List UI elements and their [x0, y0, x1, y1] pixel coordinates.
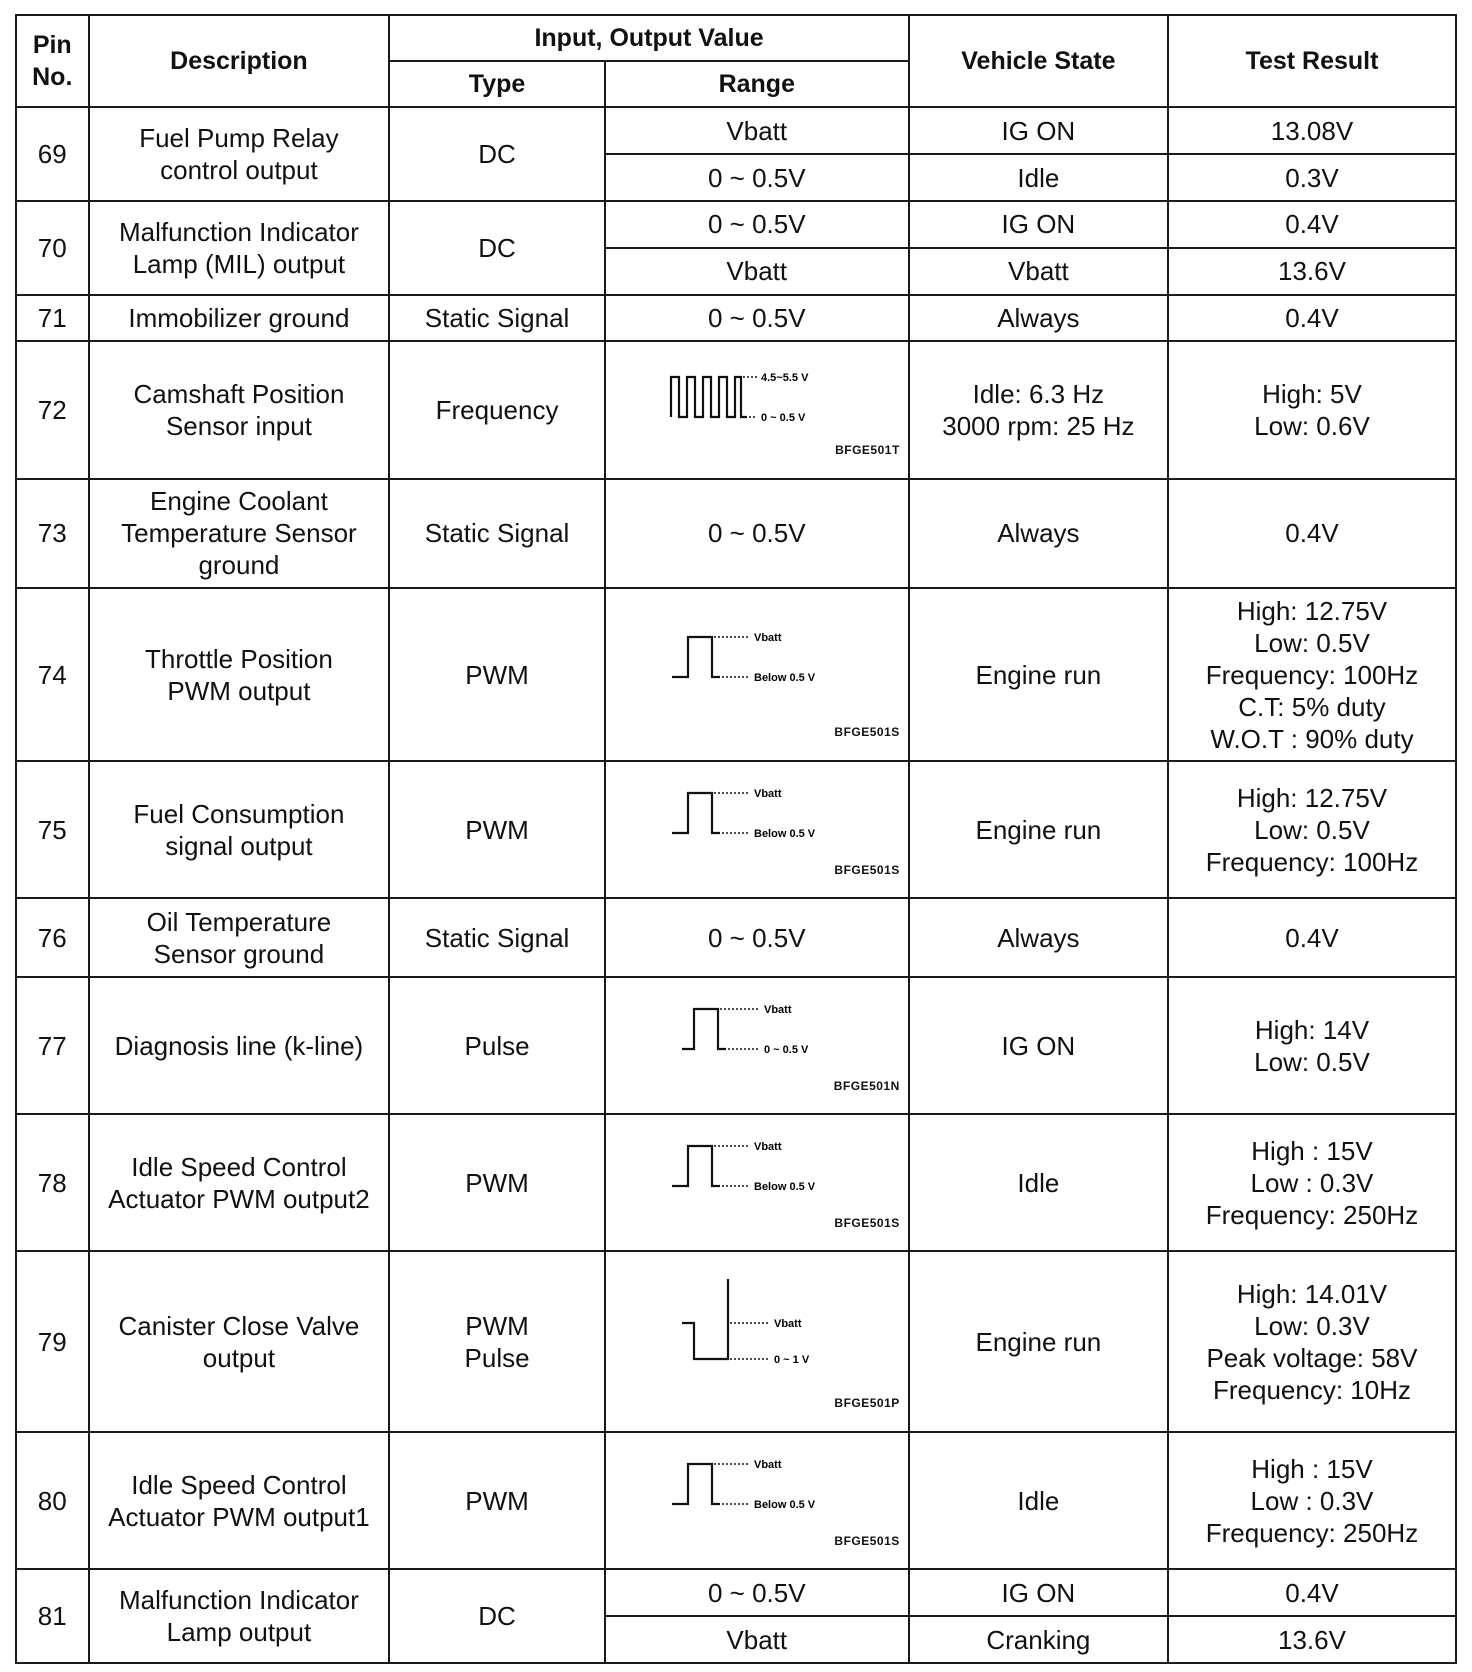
pin-range: 0 ~ 0.5V [605, 154, 909, 201]
table-row [16, 1251, 1456, 1432]
wave-low-label: 0 ~ 0.5 V [763, 1044, 809, 1057]
test-result: 0.4V [1168, 898, 1456, 977]
wave-high-label: Vbatt [773, 1317, 802, 1330]
wave-high-label: Vbatt [753, 788, 782, 801]
waveform-cell [605, 1432, 909, 1569]
pin-number: 78 [16, 1114, 89, 1251]
waveform-cell [605, 977, 909, 1114]
wave-low-label: Below 0.5 V [753, 1181, 815, 1194]
pin-description: Fuel Consumption signal output [89, 761, 390, 898]
pin-description: Malfunction Indicator Lamp output [89, 1569, 390, 1663]
waveform-cell [605, 761, 909, 898]
pin-type: PWM [389, 1432, 604, 1569]
waveform-cell [605, 341, 909, 478]
pin-description: Throttle Position PWM output [89, 588, 390, 761]
table-row [16, 201, 1456, 248]
wave-low-label: Below 0.5 V [753, 1499, 815, 1512]
wave-high-label: Vbatt [763, 1004, 792, 1017]
pin-description: Diagnosis line (k-line) [89, 977, 390, 1114]
pin-type: Static Signal [389, 479, 604, 589]
test-result: 0.4V [1168, 295, 1456, 342]
vehicle-state: Always [909, 479, 1168, 589]
header-description: Description [89, 15, 390, 107]
table-row [16, 479, 1456, 589]
pin-type: PWM Pulse [389, 1251, 604, 1432]
pin-number: 80 [16, 1432, 89, 1569]
vehicle-state: IG ON [909, 977, 1168, 1114]
waveform-cell [605, 588, 909, 761]
pulse-waveform [606, 1120, 908, 1245]
pin-type: DC [389, 107, 604, 201]
vehicle-state: Always [909, 295, 1168, 342]
pin-range: Vbatt [605, 107, 909, 154]
vehicle-state: Idle [909, 1432, 1168, 1569]
pin-type: DC [389, 201, 604, 295]
pin-type: DC [389, 1569, 604, 1663]
test-result: High : 15V Low : 0.3V Frequency: 250Hz [1168, 1114, 1456, 1251]
pin-type: PWM [389, 761, 604, 898]
pin-number: 70 [16, 201, 89, 295]
pin-type: Static Signal [389, 295, 604, 342]
wave-low-label: 0 ~ 0.5 V [760, 412, 806, 425]
figure-code: BFGE501S [834, 1534, 900, 1549]
vehicle-state: Engine run [909, 761, 1168, 898]
pin-number: 75 [16, 761, 89, 898]
pin-number: 81 [16, 1569, 89, 1663]
wave-low-label: Below 0.5 V [753, 828, 815, 841]
vehicle-state: IG ON [909, 201, 1168, 248]
pulse-waveform [606, 595, 908, 754]
vehicle-state: Vbatt [909, 248, 1168, 295]
pin-type: PWM [389, 1114, 604, 1251]
vehicle-state: Always [909, 898, 1168, 977]
waveform-cell [605, 1114, 909, 1251]
table-row [16, 588, 1456, 761]
pulse-waveform [606, 767, 908, 892]
pin-number: 72 [16, 341, 89, 478]
wave-high-label: Vbatt [753, 1141, 782, 1154]
pin-range: Vbatt [605, 248, 909, 295]
figure-code: BFGE501T [835, 443, 900, 458]
figure-code: BFGE501S [834, 863, 900, 878]
pulse-waveform [606, 983, 908, 1108]
test-result: High: 12.75V Low: 0.5V Frequency: 100Hz C.T: 5% duty W.O.T : 90% duty [1168, 588, 1456, 761]
header-test-result: Test Result [1168, 15, 1456, 107]
wave-high-label: Vbatt [753, 632, 782, 645]
header-vehicle-state: Vehicle State [909, 15, 1168, 107]
figure-code: BFGE501N [833, 1079, 900, 1094]
test-result: 0.4V [1168, 1569, 1456, 1616]
pin-range: 0 ~ 0.5V [605, 1569, 909, 1616]
figure-code: BFGE501S [834, 1216, 900, 1231]
vehicle-state: Engine run [909, 588, 1168, 761]
test-result: 0.4V [1168, 201, 1456, 248]
pin-description: Camshaft Position Sensor input [89, 341, 390, 478]
pin-description: Idle Speed Control Actuator PWM output2 [89, 1114, 390, 1251]
pin-number: 73 [16, 479, 89, 589]
pin-type: Static Signal [389, 898, 604, 977]
figure-code: BFGE501P [834, 1395, 900, 1410]
figure-code: BFGE501S [834, 725, 900, 740]
vehicle-state: Idle [909, 1114, 1168, 1251]
table-row [16, 977, 1456, 1114]
pin-table [15, 14, 1457, 1664]
pulse-waveform [606, 1438, 908, 1563]
pin-number: 71 [16, 295, 89, 342]
pin-description: Immobilizer ground [89, 295, 390, 342]
test-result: 13.6V [1168, 248, 1456, 295]
test-result: High : 15V Low : 0.3V Frequency: 250Hz [1168, 1432, 1456, 1569]
pin-range: 0 ~ 0.5V [605, 898, 909, 977]
pin-description: Idle Speed Control Actuator PWM output1 [89, 1432, 390, 1569]
pin-number: 79 [16, 1251, 89, 1432]
pin-description: Fuel Pump Relay control output [89, 107, 390, 201]
wave-high-label: 4.5~5.5 V [760, 372, 809, 385]
pin-type: Pulse [389, 977, 604, 1114]
wave-high-label: Vbatt [753, 1459, 782, 1472]
table-row [16, 898, 1456, 977]
square-train-waveform [606, 347, 908, 472]
table-row [16, 295, 1456, 342]
vehicle-state: Idle: 6.3 Hz 3000 rpm: 25 Hz [909, 341, 1168, 478]
wave-low-label: 0 ~ 1 V [773, 1353, 809, 1366]
table-row [16, 107, 1456, 154]
pin-range: 0 ~ 0.5V [605, 295, 909, 342]
pin-description: Malfunction Indicator Lamp (MIL) output [89, 201, 390, 295]
vehicle-state: Cranking [909, 1616, 1168, 1663]
pin-number: 76 [16, 898, 89, 977]
test-result: 13.6V [1168, 1616, 1456, 1663]
test-result: High: 12.75V Low: 0.5V Frequency: 100Hz [1168, 761, 1456, 898]
pin-description: Canister Close Valve output [89, 1251, 390, 1432]
test-result: High: 14V Low: 0.5V [1168, 977, 1456, 1114]
pin-range: 0 ~ 0.5V [605, 479, 909, 589]
pin-type: Frequency [389, 341, 604, 478]
spike-waveform [606, 1259, 908, 1425]
test-result: 13.08V [1168, 107, 1456, 154]
vehicle-state: Engine run [909, 1251, 1168, 1432]
header-type: Type [389, 61, 604, 108]
pin-description: Oil Temperature Sensor ground [89, 898, 390, 977]
header-pin: Pin No. [16, 15, 89, 107]
header-range: Range [605, 61, 909, 108]
table-row [16, 1569, 1456, 1616]
pin-type: PWM [389, 588, 604, 761]
table-row [16, 1432, 1456, 1569]
pin-description: Engine Coolant Temperature Sensor ground [89, 479, 390, 589]
test-result: High: 5V Low: 0.6V [1168, 341, 1456, 478]
table-row [16, 1114, 1456, 1251]
header-io-value: Input, Output Value [389, 15, 908, 61]
wave-low-label: Below 0.5 V [753, 672, 815, 685]
vehicle-state: IG ON [909, 1569, 1168, 1616]
vehicle-state: Idle [909, 154, 1168, 201]
pin-range: Vbatt [605, 1616, 909, 1663]
table-row [16, 341, 1456, 478]
vehicle-state: IG ON [909, 107, 1168, 154]
pin-number: 69 [16, 107, 89, 201]
waveform-cell [605, 1251, 909, 1432]
test-result: 0.4V [1168, 479, 1456, 589]
pin-number: 74 [16, 588, 89, 761]
test-result: 0.3V [1168, 154, 1456, 201]
table-row [16, 761, 1456, 898]
pin-number: 77 [16, 977, 89, 1114]
pin-range: 0 ~ 0.5V [605, 201, 909, 248]
test-result: High: 14.01V Low: 0.3V Peak voltage: 58V Frequency: 10Hz [1168, 1251, 1456, 1432]
